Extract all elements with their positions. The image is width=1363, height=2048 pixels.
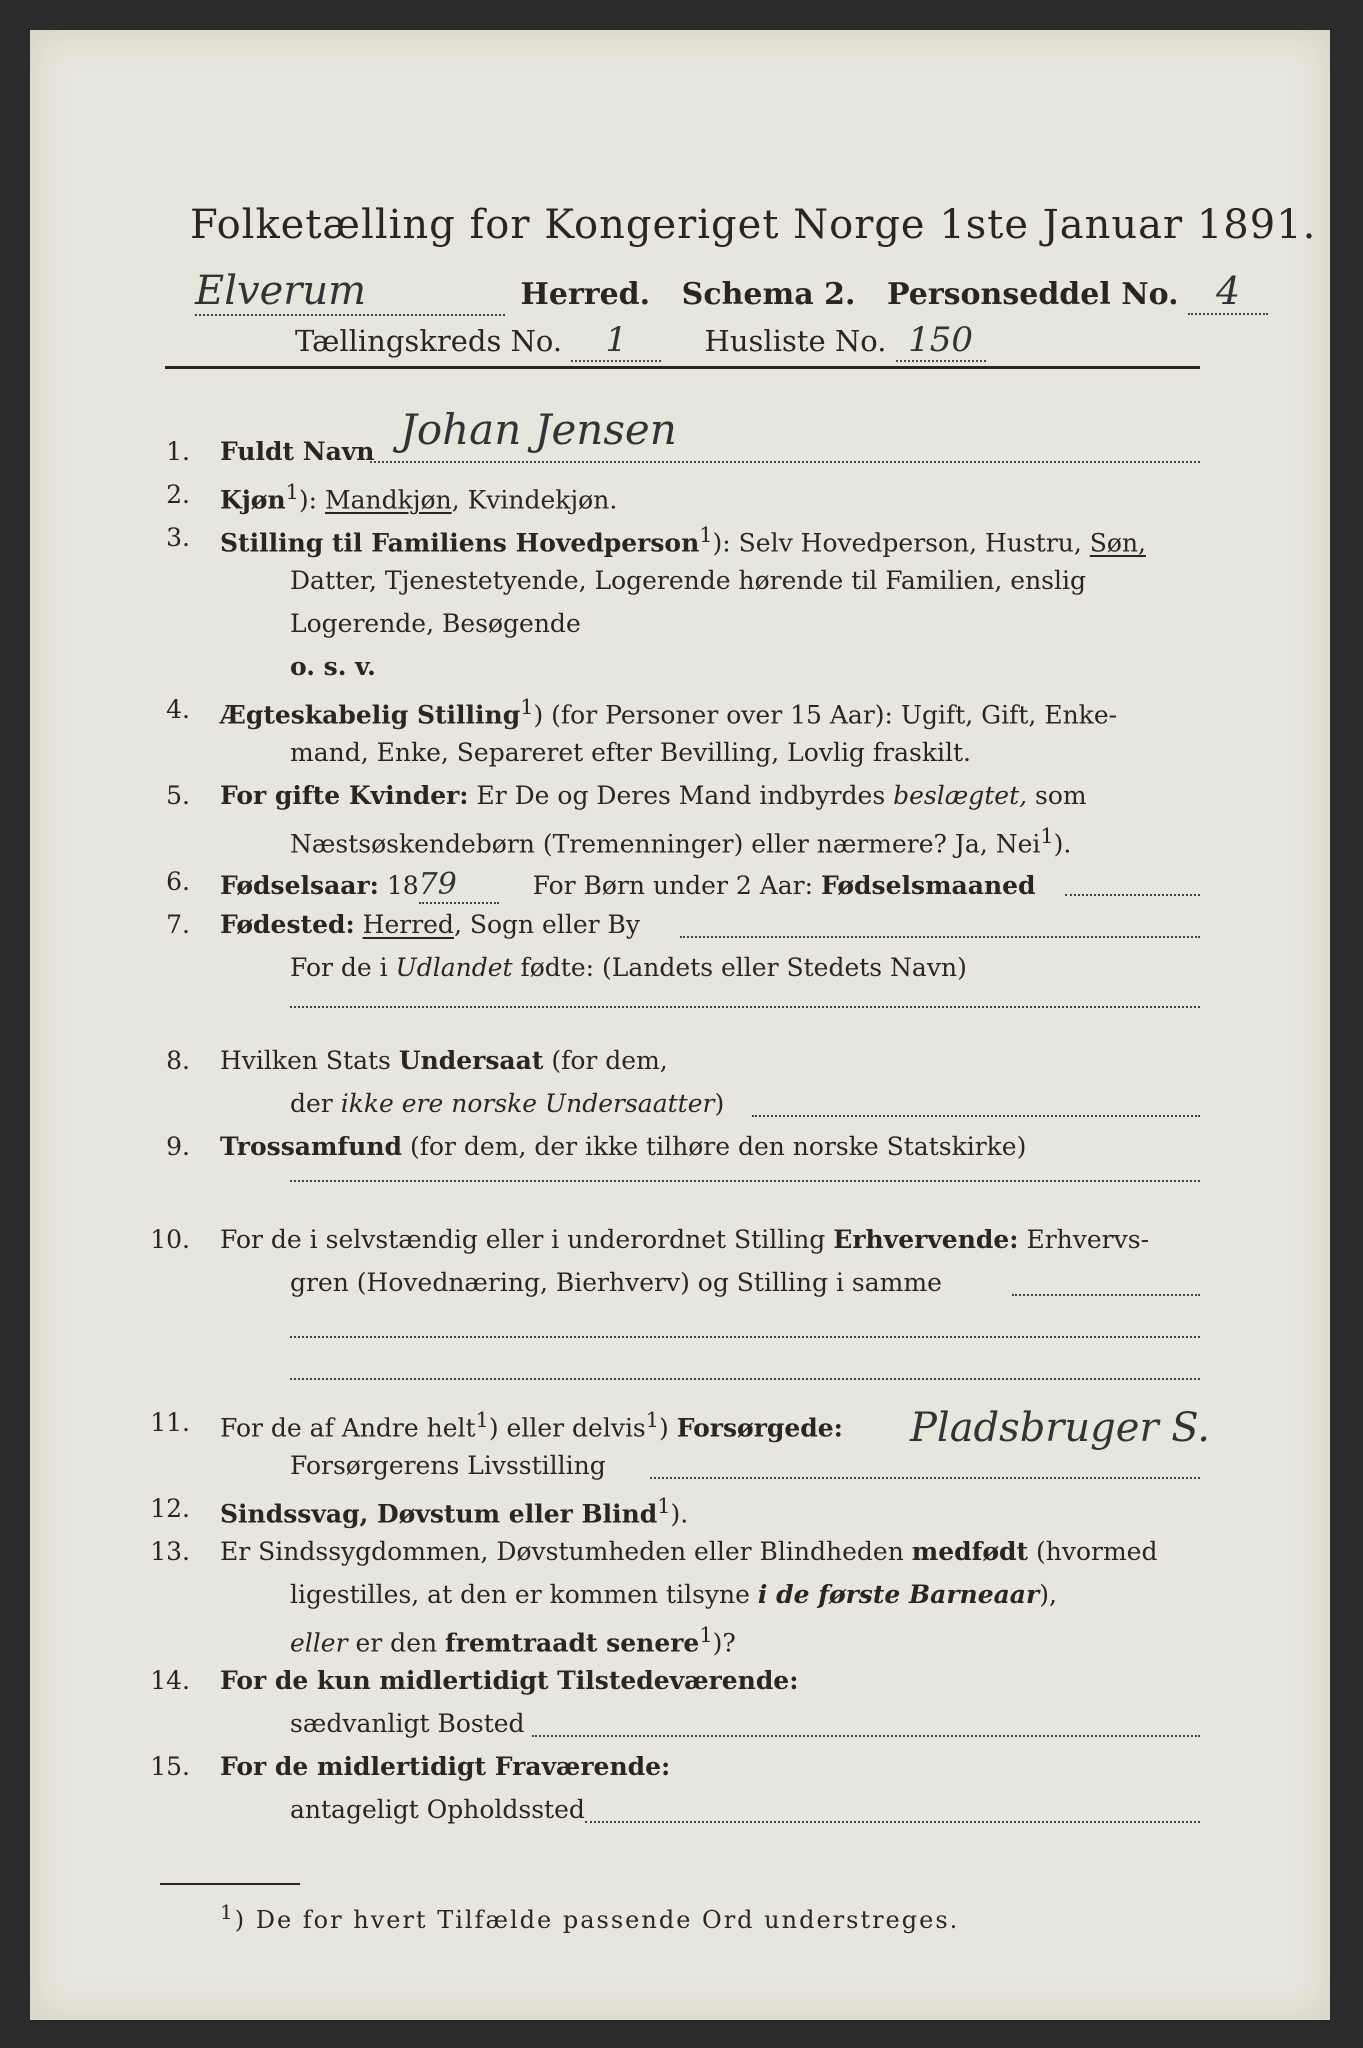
item-7-line-1 [220, 910, 640, 939]
item-5-line-2 [290, 824, 1071, 858]
item-5-line-1 [220, 781, 1087, 810]
congenital-a: Er Sindssygdommen, Døvstumheden eller Blindheden [220, 1537, 912, 1566]
item-13-line-2 [290, 1580, 1057, 1609]
footnote-ref: 1 [1040, 824, 1054, 848]
item-1-number: 1. [166, 437, 190, 466]
item-2-line [220, 480, 617, 514]
supported-b: ) eller delvis [488, 1413, 646, 1443]
item-9-line [220, 1132, 1026, 1161]
kreds-label: Tællingskreds No. [295, 324, 563, 358]
item-10-line-1 [220, 1225, 1149, 1254]
full-name-handwritten: Johan Jensen [400, 405, 677, 454]
item-8-line-1 [220, 1046, 668, 1075]
usual-residence-dotline [532, 1735, 1200, 1737]
supported-a: For de af Andre helt [220, 1413, 476, 1443]
item-13-line-3 [290, 1623, 736, 1657]
full-name-dotline [370, 461, 1200, 463]
census-form-sheet [30, 30, 1330, 2020]
marital-status-label: Ægteskabelig Stilling [220, 700, 521, 730]
birth-month-label: Fødselsmaaned [821, 871, 1036, 900]
item-11-number: 11. [150, 1408, 190, 1437]
supporter-occupation-handwritten: Pladsbruger S. [910, 1405, 1210, 1451]
birthplace-options: , Sogn eller By [453, 910, 641, 939]
item-12-number: 12. [150, 1494, 190, 1523]
birth-year-label: Fødselsaar: [220, 871, 379, 900]
item-4-line-2: mand, Enke, Separeret efter Bevilling, Lovlig fraskilt. [290, 738, 971, 767]
congenital-2it: i de første Barneaar [757, 1580, 1040, 1609]
item-1-label: Fuldt Navn [220, 437, 375, 466]
item-4-number: 4. [166, 695, 190, 724]
nationality-2b: ) [714, 1089, 725, 1118]
kreds-number: 1 [571, 320, 661, 362]
congenital-3it: eller [290, 1628, 348, 1658]
disability-end: ). [670, 1499, 689, 1529]
kreds-line [295, 320, 986, 362]
gender-option-female: , Kvindekjøn. [451, 485, 618, 515]
birth-month-dotline [1065, 894, 1200, 896]
footnote-rule [160, 1883, 300, 1885]
footnote-text: ) De for hvert Tilfælde passende Ord understreges. [234, 1906, 960, 1934]
item-2-number: 2. [166, 480, 190, 509]
item-11-line-2: Forsørgerens Livsstilling [290, 1451, 606, 1480]
family-position-label: Stilling til Familiens Hovedperson [220, 528, 700, 558]
family-position-selected-son: Søn, [1089, 528, 1147, 558]
item-14-line-2: sædvanligt Bosted [290, 1709, 525, 1738]
item-10-number: 10. [150, 1225, 190, 1254]
item-3-line-3: Logerende, Besøgende [290, 609, 581, 638]
item-13-number: 13. [150, 1537, 190, 1566]
marital-status-options: ) (for Personer over 15 Aar): Ugift, Gift, Enke- [533, 700, 1118, 730]
form-title: Folketælling for Kongeriget Norge 1ste Januar 1891. [190, 202, 1317, 248]
item-11-line-1 [220, 1408, 843, 1442]
item-3-number: 3. [166, 523, 190, 552]
item-14-line-1: For de kun midlertidigt Tilstedeværende: [220, 1666, 799, 1695]
married-women-label: For gifte Kvinder: [220, 781, 469, 810]
item-3-line-1 [220, 523, 1146, 557]
footnote-ref: 1 [699, 1623, 713, 1647]
married-women-question: Er De og Deres Mand indbyrdes [468, 781, 894, 810]
occupation-dotline-2 [290, 1336, 1200, 1338]
birth-month-question: For Børn under 2 Aar: [532, 871, 821, 900]
item-13-line-1 [220, 1537, 1157, 1566]
nationality-dotline [752, 1115, 1200, 1117]
footnote-ref: 1 [657, 1494, 671, 1518]
birth-year-prefix: 18 [378, 871, 419, 900]
supported-c: ) [659, 1413, 677, 1443]
item-12-line [220, 1494, 688, 1528]
occupation-dotline-3 [290, 1378, 1200, 1380]
footnote-ref: 1 [285, 480, 299, 504]
footnote-marker: 1 [220, 1900, 235, 1924]
foreign-born-it: Udlandet [395, 953, 513, 982]
header-rule [165, 366, 1200, 369]
nationality-2it: ikke ere norske Undersaatter [340, 1089, 715, 1118]
foreign-born-b: fødte: (Landets eller Stedets Navn) [512, 953, 967, 982]
item-8-number: 8. [166, 1046, 190, 1075]
footnote [220, 1900, 959, 1934]
schema-label: Schema 2. [681, 277, 856, 312]
personseddel-label: Personseddel No. [886, 277, 1179, 312]
congenital-2b: ), [1039, 1580, 1057, 1609]
nationality-a: Hvilken Stats [220, 1046, 399, 1075]
married-women-end-2: ). [1053, 829, 1072, 859]
foreign-born-a: For de i [290, 953, 396, 982]
item-3-line-4: o. s. v. [290, 652, 376, 681]
occupation-a: For de i selvstændig eller i underordnet Stilling [220, 1225, 834, 1254]
gender-option-male-selected: Mandkjøn [325, 485, 452, 515]
presumed-residence-dotline [585, 1821, 1200, 1823]
birthplace-dotline [680, 936, 1200, 938]
item-6-number: 6. [166, 867, 190, 896]
supporter-dotline [650, 1477, 1200, 1479]
congenital-b: (hvormed [1028, 1537, 1158, 1566]
married-women-related: beslægtet, [893, 781, 1028, 810]
congenital-3b: )? [712, 1628, 736, 1658]
municipality-line [195, 268, 1268, 316]
disability-label: Sindssvag, Døvstum eller Blind [220, 1499, 658, 1529]
item-3-line-2: Datter, Tjenestetyende, Logerende hørende til Familien, enslig [290, 566, 1087, 595]
religion-label: Trossamfund [220, 1132, 403, 1161]
occupation-dotline-1 [1012, 1294, 1200, 1296]
nationality-2a: der [290, 1089, 341, 1118]
married-women-end: som [1027, 781, 1087, 810]
gender-colon: ): [298, 485, 326, 515]
husliste-number: 150 [896, 320, 986, 362]
item-6-line [220, 867, 1036, 904]
item-8-line-2 [290, 1089, 724, 1118]
married-women-question-2: Næstsøskendebørn (Tremenninger) eller nærmere? Ja, Nei [290, 829, 1041, 859]
item-10-line-2: gren (Hovednæring, Bierhverv) og Stilling i samme [290, 1268, 942, 1297]
gender-label: Kjøn [220, 485, 286, 515]
item-4-line-1 [220, 695, 1117, 729]
occupation-bold: Erhvervende: [833, 1225, 1019, 1254]
congenital-2a: ligestilles, at den er kommen tilsyne [290, 1580, 758, 1609]
item-14-number: 14. [150, 1666, 190, 1695]
religion-dotline [290, 1180, 1200, 1182]
item-5-number: 5. [166, 781, 190, 810]
personseddel-number: 4 [1188, 269, 1268, 315]
nationality-bold: Undersaat [398, 1046, 544, 1075]
footnote-ref: 1 [520, 695, 534, 719]
congenital-bold: medfødt [911, 1537, 1029, 1566]
municipality-handwritten: Elverum [195, 268, 505, 316]
item-9-number: 9. [166, 1132, 190, 1161]
nationality-b: (for dem, [543, 1046, 668, 1075]
item-15-number: 15. [150, 1752, 190, 1781]
item-7-line-2 [290, 953, 967, 982]
footnote-ref: 1 [645, 1408, 660, 1432]
religion-question: (for dem, der ikke tilhøre den norske Statskirke) [402, 1132, 1027, 1161]
family-position-options: ): Selv Hovedperson, Hustru, [712, 528, 1090, 558]
birth-year-handwritten: 79 [419, 867, 499, 904]
birthplace-option-herred-selected: Herred [362, 910, 454, 939]
supported-bold: Forsørgede: [676, 1413, 843, 1443]
congenital-3bold: fremtraadt senere [445, 1628, 700, 1658]
item-15-line-2: antageligt Opholdssted [290, 1795, 585, 1824]
husliste-label: Husliste No. [704, 324, 887, 358]
birthplace-label: Fødested: [220, 910, 355, 939]
occupation-b: Erhvervs- [1018, 1225, 1150, 1254]
herred-label: Herred. [520, 277, 651, 312]
footnote-ref: 1 [475, 1408, 489, 1432]
footnote-ref: 1 [699, 523, 713, 547]
congenital-3a: er den [347, 1628, 446, 1658]
foreign-born-dotline [290, 1006, 1200, 1008]
item-7-number: 7. [166, 910, 190, 939]
item-15-line-1: For de midlertidigt Fraværende: [220, 1752, 671, 1781]
